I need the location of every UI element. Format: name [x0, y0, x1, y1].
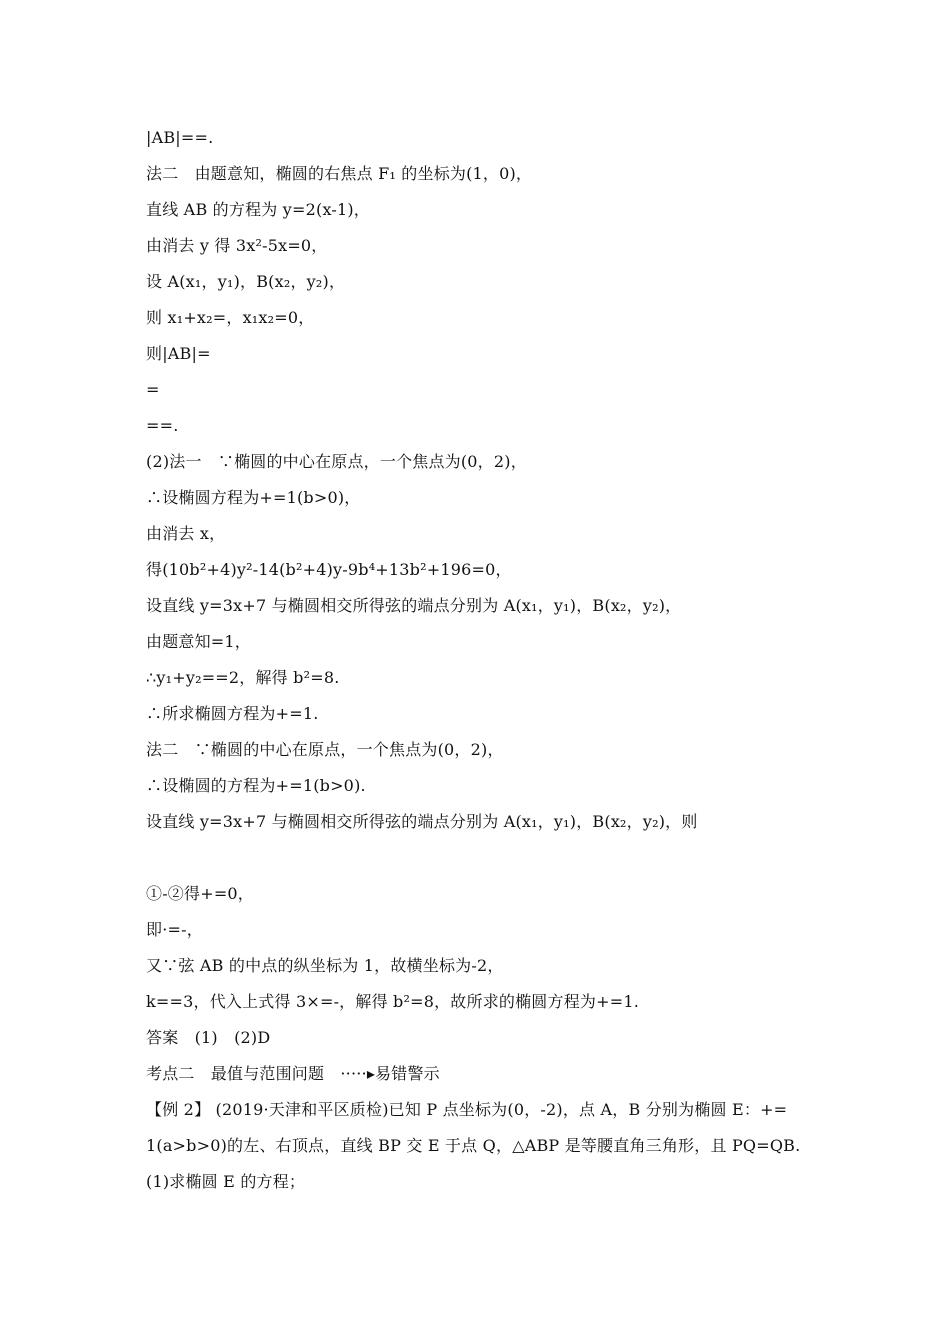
- text-line: |AB|==.: [146, 128, 214, 147]
- text-line: 即·=-，: [146, 920, 203, 939]
- text-line: (1)求椭圆 E 的方程；: [146, 1172, 306, 1191]
- text-line: (2)法一 ∵椭圆的中心在原点，一个焦点为(0，2)，: [146, 452, 527, 471]
- section-heading: 考点二 最值与范围问题 ·····▸易错警示: [146, 1064, 440, 1083]
- text-line: 设直线 y=3x+7 与椭圆相交所得弦的端点分别为 A(x₁，y₁)，B(x₂，y₂)，则: [146, 812, 698, 831]
- text-line: 法二 由题意知，椭圆的右焦点 F₁ 的坐标为(1，0)，: [146, 164, 533, 183]
- text-line: 则 x₁+x₂=，x₁x₂=0，: [146, 308, 315, 327]
- text-line: 答案 (1) (2)D: [146, 1028, 271, 1047]
- text-line: ①-②得+=0，: [146, 884, 254, 903]
- text-line: =: [146, 380, 160, 399]
- text-line: 则|AB|=: [146, 344, 211, 363]
- example-heading: 【例 2】 (2019·天津和平区质检)已知 P 点坐标为(0，-2)，点 A，B 分别为椭圆 E：+=: [146, 1100, 788, 1119]
- text-line: ∴设椭圆的方程为+=1(b>0).: [146, 776, 366, 795]
- text-line: 法二 ∵椭圆的中心在原点，一个焦点为(0，2)，: [146, 740, 504, 759]
- text-line: 直线 AB 的方程为 y=2(x-1)，: [146, 200, 371, 219]
- text-line: 由题意知=1，: [146, 632, 251, 651]
- text-line: ==.: [146, 416, 179, 435]
- text-line: ∴设椭圆方程为+=1(b>0)，: [146, 488, 361, 507]
- text-line: ∴y₁+y₂==2，解得 b²=8.: [146, 668, 340, 687]
- text-line: 设直线 y=3x+7 与椭圆相交所得弦的端点分别为 A(x₁，y₁)，B(x₂，y₂)，: [146, 596, 682, 615]
- text-line: ∴所求椭圆方程为+=1.: [146, 704, 319, 723]
- text-line: k==3，代入上式得 3×=-，解得 b²=8，故所求的椭圆方程为+=1.: [146, 992, 639, 1011]
- text-line: 由消去 x，: [146, 524, 226, 543]
- text-line: 又∵弦 AB 的中点的纵坐标为 1，故横坐标为-2，: [146, 956, 504, 975]
- text-line: 由消去 y 得 3x²-5x=0，: [146, 236, 328, 255]
- text-line: 1(a>b>0)的左、右顶点，直线 BP 交 E 于点 Q，△ABP 是等腰直角三角形，且 PQ=QB.: [146, 1136, 801, 1155]
- text-line: 设 A(x₁，y₁)，B(x₂，y₂)，: [146, 272, 346, 291]
- text-line: 得(10b²+4)y²-14(b²+4)y-9b⁴+13b²+196=0，: [146, 560, 512, 579]
